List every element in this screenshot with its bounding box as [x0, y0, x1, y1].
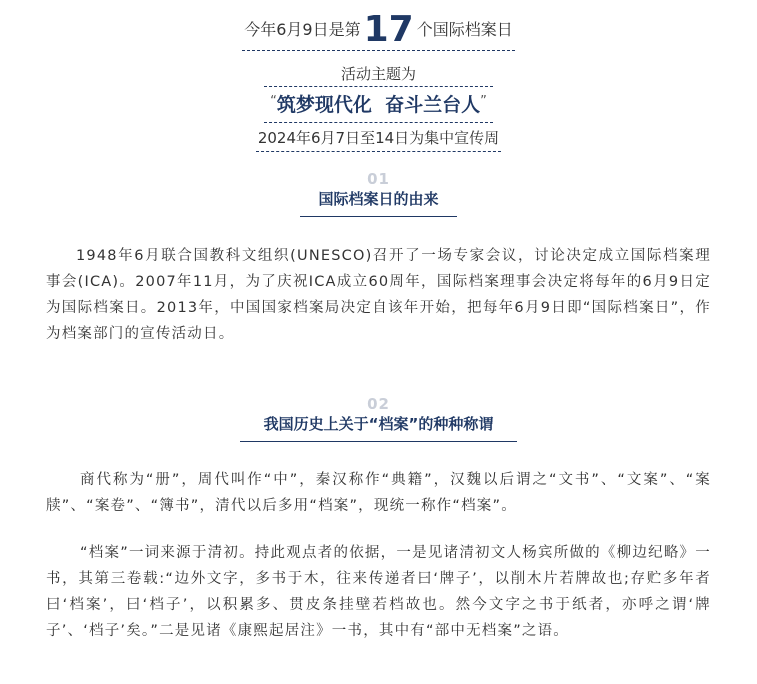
archives-day-number: 17 — [363, 9, 414, 50]
open-quote: “ — [270, 94, 277, 109]
header-line-archives-day — [0, 10, 757, 50]
publicity-week-text: 2024年6月7日至14日为集中宣传周 — [256, 127, 501, 152]
section-2-paragraph-2: “档案”一词来源于清初。持此观点者的依据，一是见诸清初文人杨宾所做的《柳边纪略》一书，其第三卷载:“边外文字，多书于木，往来传递者曰‘牌子’，以削木片若牌故也;存贮多年者曰‘档案’，曰‘档子’，以积累多、贯皮条挂壁若档故也。然今文字之书于纸者，亦呼之谓‘牌子’、‘档子’矣。”二是见诸《康熙起居注》一书，其中有“部中无档案”之语。 — [46, 545, 711, 639]
theme-text: 筑梦现代化 奋斗兰台人 — [276, 94, 481, 116]
archives-day-heading — [242, 10, 515, 51]
section-1-title: 国际档案日的由来 — [300, 186, 457, 217]
section-1-paragraph: 1948年6月联合国教科文组织(UNESCO)召开了一场专家会议，讨论决定成立国际档案理事会(ICA)。2007年11月，为了庆祝ICA成立60周年，国际档案理事会决定将每年的6月9日定为国际档案日。2013年，中国国家档案局决定自该年开始，把每年6月9日即“国际档案日”，作为档案部门的宣传活动日。 — [46, 248, 711, 342]
publicity-week — [0, 127, 757, 152]
close-quote: ” — [480, 94, 487, 109]
line1-prefix: 今年6月9日是第 — [244, 20, 361, 39]
theme-label: 活动主题为 — [340, 65, 416, 83]
section-1-heading — [300, 172, 457, 217]
section-2-heading — [240, 397, 517, 442]
theme-slogan-box — [264, 86, 493, 123]
section-2-paragraph-1: 商代称为“册”，周代叫作“中”，秦汉称作“典籍”，汉魏以后谓之“文书”、“文案”、“案牍”、“案卷”、“簿书”，清代以后多用“档案”，现统一称作“档案”。 — [46, 472, 711, 514]
theme-slogan — [0, 86, 757, 123]
section-1-number: 01 — [367, 170, 390, 188]
section-2-number: 02 — [367, 395, 390, 413]
line1-suffix: 个国际档案日 — [416, 20, 513, 39]
section-2-title: 我国历史上关于“档案”的种种称谓 — [240, 411, 517, 442]
